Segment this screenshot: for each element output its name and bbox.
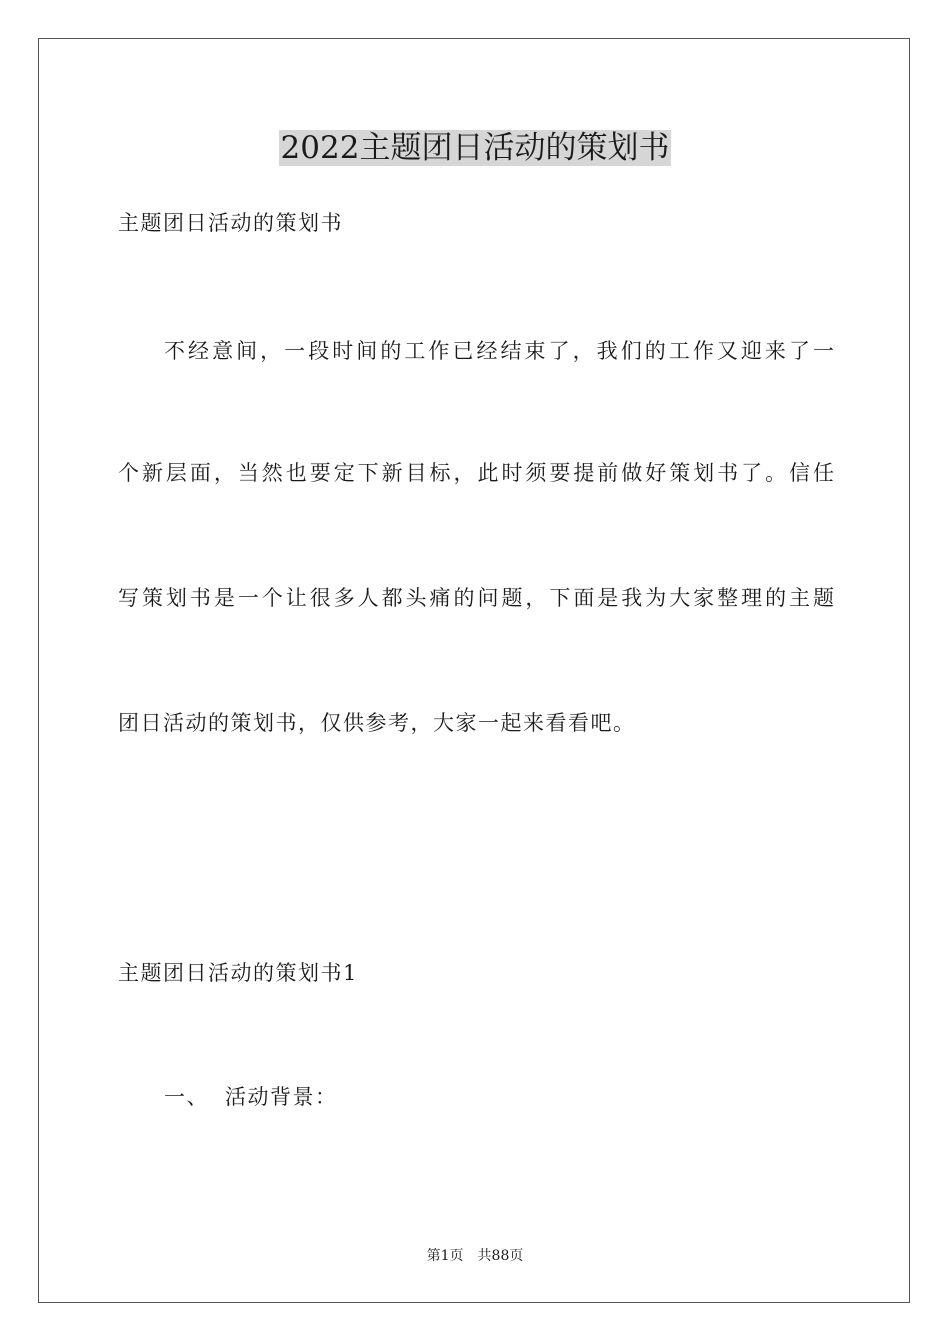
- document-subtitle: 主题团日活动的策划书: [118, 211, 343, 235]
- subsection-label: 活动背景：: [225, 1085, 338, 1109]
- intro-line-3: 写策划书是一个让很多人都头痛的问题，下面是我为大家整理的主题: [118, 586, 834, 610]
- intro-line-1: 不经意间，一段时间的工作已经结束了，我们的工作又迎来了一: [164, 339, 834, 363]
- page-footer: [0, 1246, 950, 1266]
- section-heading: 主题团日活动的策划书1: [118, 961, 358, 985]
- document-title-text: 2022主题团日活动的策划书: [280, 130, 670, 166]
- page-total: 共88页: [477, 1248, 524, 1264]
- page-number: 第1页: [426, 1248, 464, 1264]
- subsection-heading: [164, 1082, 338, 1112]
- subsection-number: 一、: [164, 1085, 209, 1109]
- document-title: [0, 126, 950, 170]
- intro-line-4: 团日活动的策划书，仅供参考，大家一起来看看吧。: [118, 711, 636, 735]
- intro-line-2: 个新层面，当然也要定下新目标，此时须要提前做好策划书了。信任: [118, 461, 834, 485]
